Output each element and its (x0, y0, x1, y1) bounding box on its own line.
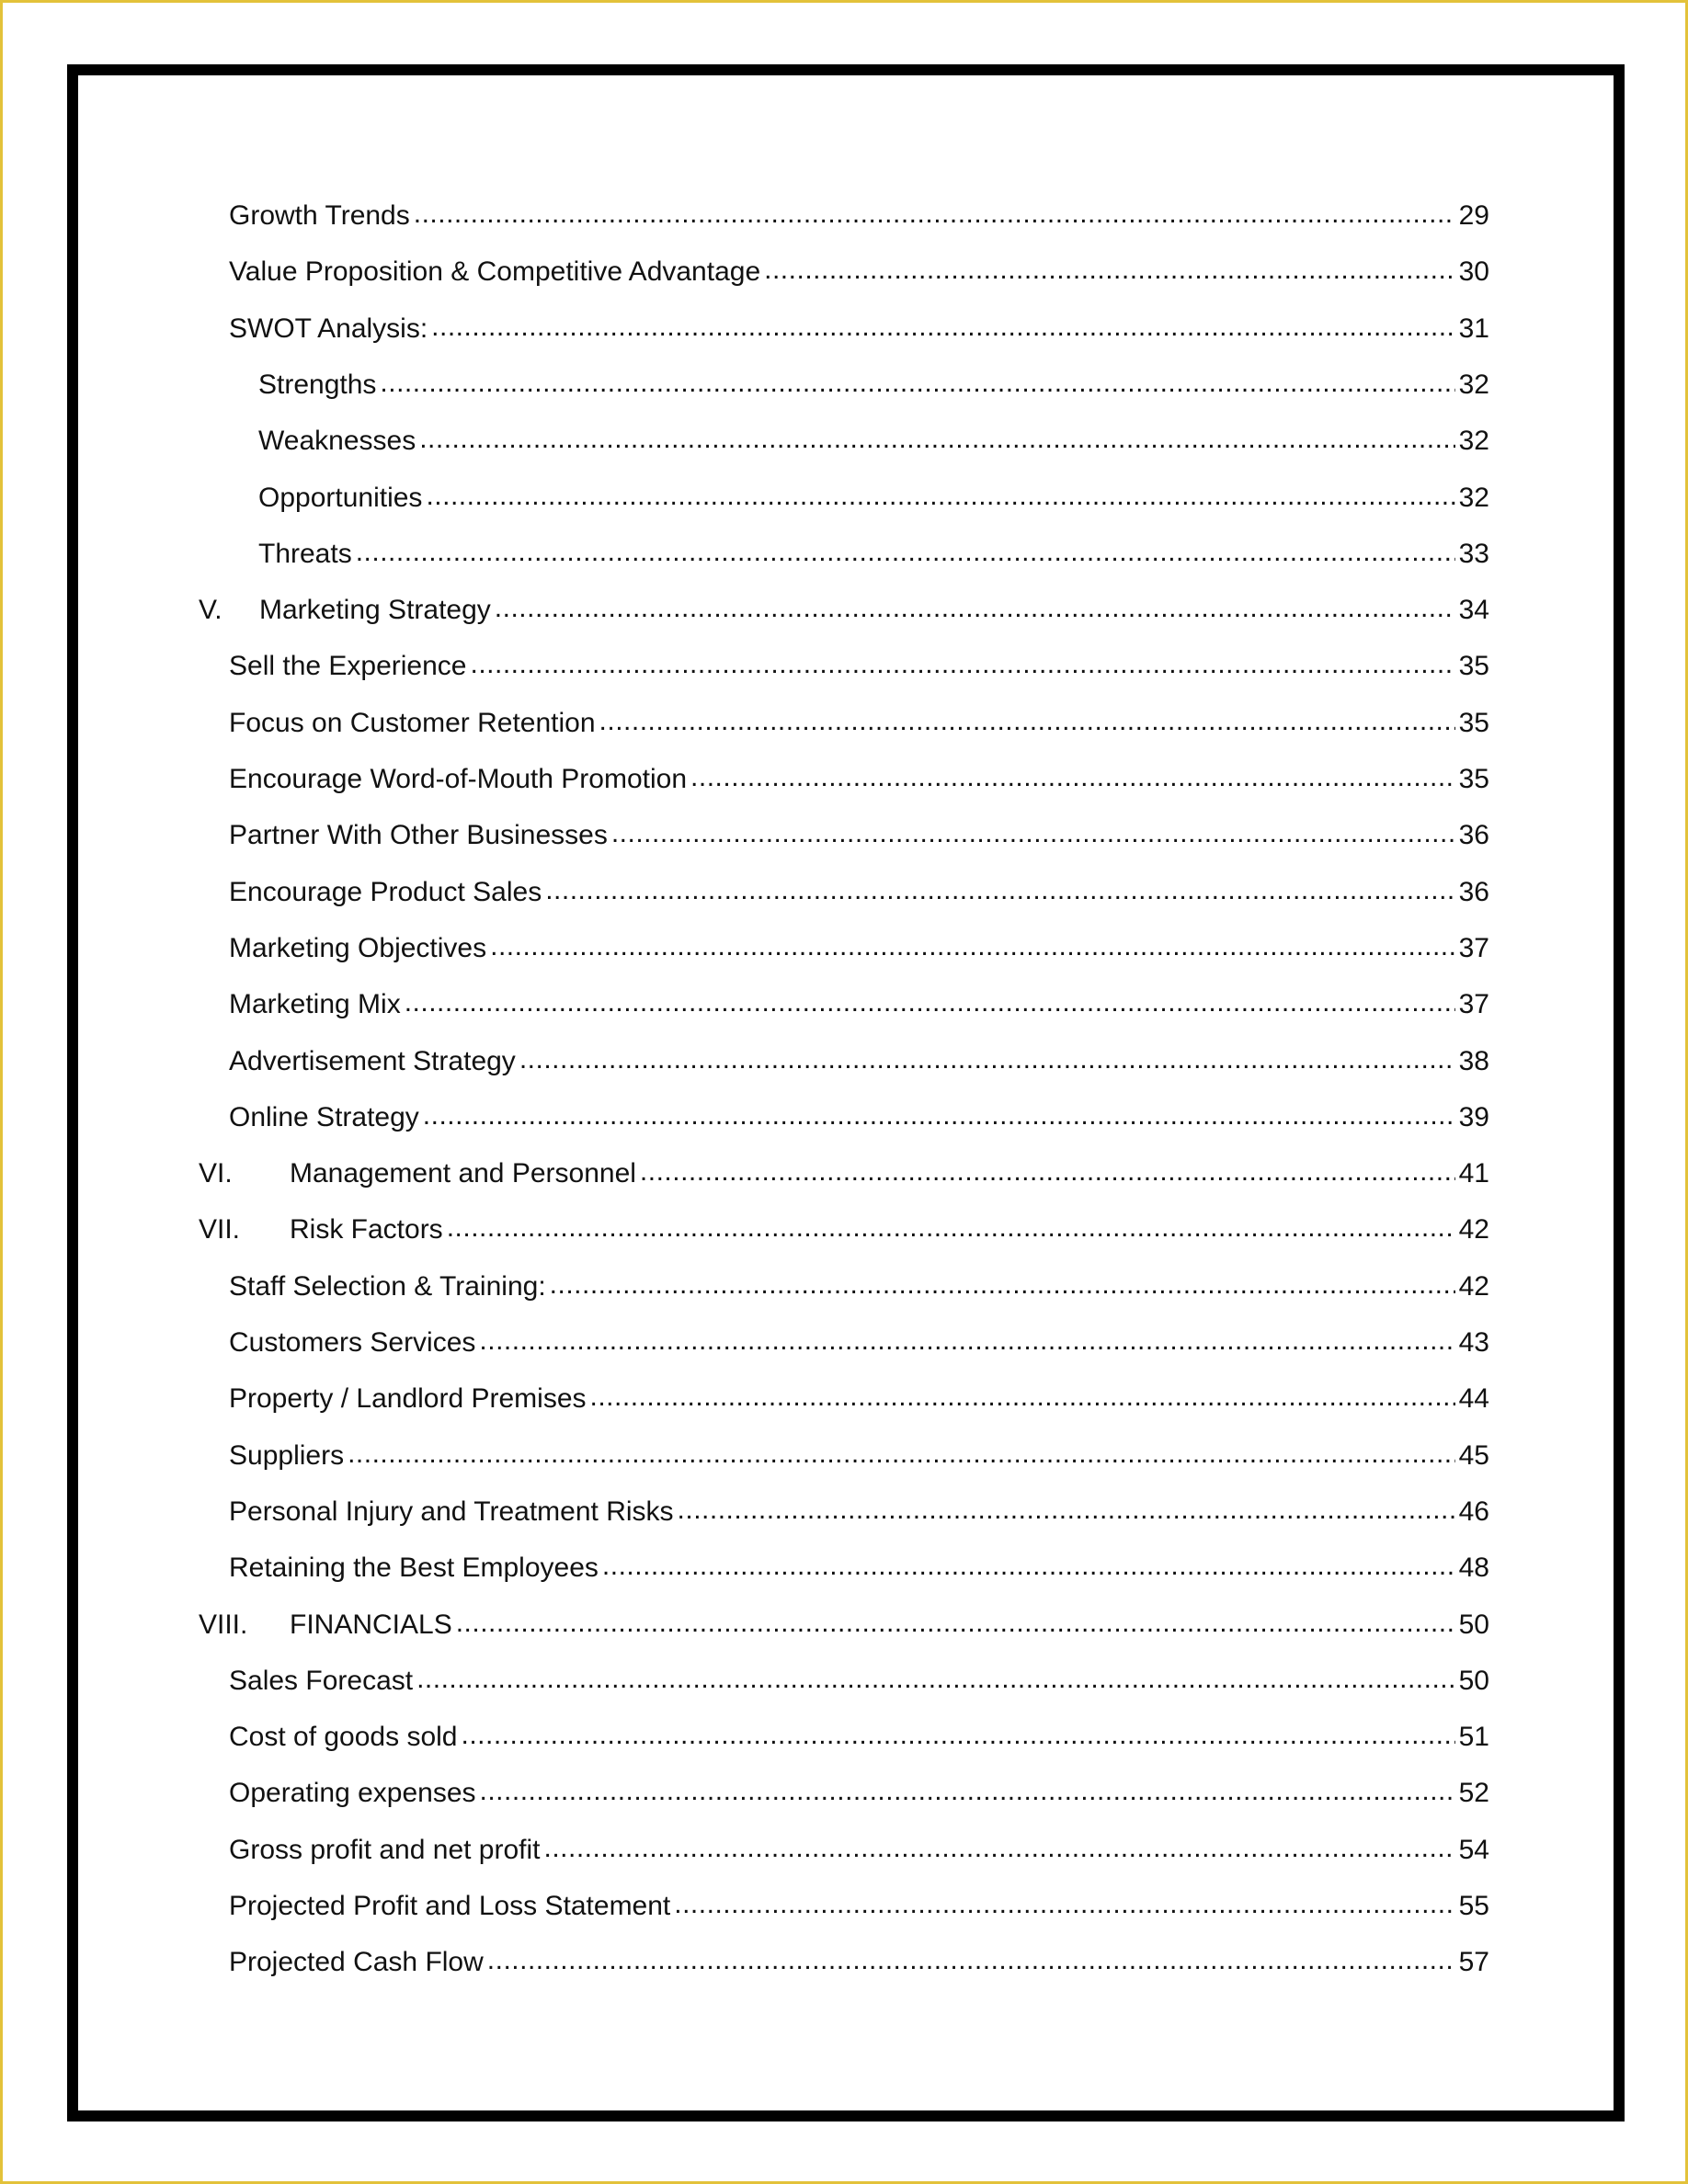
toc-entry-page: 37 (1458, 989, 1489, 1020)
toc-entry[interactable] (199, 589, 1489, 631)
toc-dot-leader (519, 1039, 1455, 1081)
toc-entry-label: Marketing Strategy (259, 595, 491, 626)
toc-dot-leader (419, 418, 1454, 461)
toc-entry-page: 50 (1458, 1665, 1489, 1696)
toc-entry-page: 30 (1458, 256, 1489, 288)
toc-entry[interactable] (229, 814, 1489, 857)
toc-entry-number: VI. (199, 1158, 233, 1189)
toc-dot-leader (348, 1433, 1455, 1475)
toc-entry-label: Sales Forecast (229, 1665, 414, 1696)
toc-dot-leader (479, 1320, 1454, 1362)
toc-entry-page: 51 (1458, 1722, 1489, 1753)
toc-entry[interactable] (229, 308, 1489, 350)
toc-entry-page: 36 (1458, 820, 1489, 851)
toc-entry-page: 46 (1458, 1496, 1489, 1527)
toc-entry-label: Strengths (258, 369, 377, 400)
toc-entry-label: Marketing Objectives (229, 932, 487, 963)
toc-entry-page: 43 (1458, 1327, 1489, 1358)
toc-entry[interactable] (199, 1604, 1489, 1646)
toc-dot-leader (690, 756, 1455, 799)
toc-entry-label: Personal Injury and Treatment Risks (229, 1496, 674, 1527)
toc-dot-leader (764, 249, 1454, 291)
toc-entry-label: Risk Factors (290, 1214, 443, 1246)
toc-dot-leader (456, 1602, 1455, 1644)
toc-entry-number: V. (199, 595, 222, 626)
toc-entry-page: 41 (1458, 1158, 1489, 1189)
toc-entry-page: 29 (1458, 200, 1489, 231)
toc-entry[interactable] (199, 1209, 1489, 1251)
toc-entry[interactable] (229, 1829, 1489, 1871)
toc-entry-label: Value Proposition & Competitive Advantage (229, 256, 761, 288)
toc-entry[interactable] (229, 1547, 1489, 1589)
toc-entry-page: 35 (1458, 651, 1489, 682)
toc-entry-label: Opportunities (258, 482, 423, 513)
toc-entry-label: Projected Profit and Loss Statement (229, 1891, 671, 1921)
toc-entry-page: 33 (1458, 538, 1489, 569)
toc-entry-page: 35 (1458, 764, 1489, 794)
toc-entry[interactable] (229, 1378, 1489, 1420)
toc-entry[interactable] (229, 927, 1489, 970)
toc-entry[interactable] (258, 477, 1489, 519)
toc-entry-page: 34 (1458, 595, 1489, 626)
toc-entry-label: Focus on Customer Retention (229, 707, 596, 738)
toc-dot-leader (545, 870, 1454, 912)
toc-dot-leader (447, 1207, 1455, 1249)
toc-dot-leader (674, 1883, 1454, 1926)
toc-entry-page: 32 (1458, 482, 1489, 513)
toc-dot-leader (414, 193, 1455, 235)
toc-entry-label: Growth Trends (229, 200, 410, 231)
toc-dot-leader (495, 587, 1455, 630)
toc-dot-leader (487, 1939, 1455, 1982)
toc-dot-leader (426, 475, 1454, 518)
toc-entry[interactable] (229, 1716, 1489, 1758)
toc-entry[interactable] (229, 645, 1489, 688)
toc-entry-page: 31 (1458, 313, 1489, 344)
toc-dot-leader (356, 531, 1455, 574)
toc-dot-leader (611, 813, 1455, 855)
toc-entry-label: Weaknesses (258, 426, 416, 457)
toc-entry[interactable] (229, 984, 1489, 1026)
toc-dot-leader (416, 1658, 1455, 1701)
toc-entry-label: Suppliers (229, 1439, 345, 1471)
toc-entry-label: Marketing Mix (229, 989, 401, 1020)
toc-dot-leader (602, 1545, 1455, 1587)
toc-entry[interactable] (229, 758, 1489, 801)
toc-entry[interactable] (258, 420, 1489, 462)
toc-dot-leader (678, 1489, 1455, 1531)
toc-entry-label: Retaining the Best Employees (229, 1553, 599, 1584)
toc-entry[interactable] (229, 1041, 1489, 1083)
toc-entry-page: 35 (1458, 707, 1489, 738)
toc-dot-leader (599, 700, 1455, 743)
toc-entry-label: Staff Selection & Training: (229, 1270, 546, 1302)
toc-entry-page: 54 (1458, 1834, 1489, 1865)
toc-entry-page: 50 (1458, 1609, 1489, 1640)
toc-entry-page: 45 (1458, 1439, 1489, 1471)
toc-dot-leader (423, 1095, 1455, 1137)
toc-entry-page: 38 (1458, 1045, 1489, 1076)
toc-entry[interactable] (229, 195, 1489, 237)
toc-entry-page: 37 (1458, 932, 1489, 963)
toc-entry-label: Encourage Word-of-Mouth Promotion (229, 764, 688, 794)
toc-entry-page: 55 (1458, 1891, 1489, 1921)
toc-entry[interactable] (229, 1491, 1489, 1533)
toc-entry-label: FINANCIALS (290, 1609, 452, 1640)
toc-dot-leader (461, 1714, 1454, 1757)
toc-entry-label: Sell the Experience (229, 651, 467, 682)
toc-entry[interactable] (229, 1266, 1489, 1308)
toc-entry-label: Online Strategy (229, 1101, 419, 1132)
toc-entry-number: VIII. (199, 1609, 248, 1640)
toc-entry-page: 52 (1458, 1778, 1489, 1809)
toc-entry[interactable] (229, 1885, 1489, 1928)
toc-entry[interactable] (199, 1153, 1489, 1195)
toc-entry-label: Projected Cash Flow (229, 1947, 484, 1978)
toc-entry-page: 42 (1458, 1214, 1489, 1246)
toc-dot-leader (431, 306, 1454, 348)
toc-entry-label: Partner With Other Businesses (229, 820, 608, 851)
toc-entry[interactable] (258, 364, 1489, 406)
toc-entry-label: Customers Services (229, 1327, 476, 1358)
toc-entry-page: 44 (1458, 1383, 1489, 1415)
toc-dot-leader (480, 1770, 1455, 1813)
toc-entry[interactable] (229, 871, 1489, 914)
toc-entry-page: 42 (1458, 1270, 1489, 1302)
toc-entry-number: VII. (199, 1214, 241, 1246)
toc-entry-label: Encourage Product Sales (229, 876, 542, 907)
toc-dot-leader (380, 362, 1454, 404)
toc-entry[interactable] (229, 1772, 1489, 1814)
toc-entry-page: 48 (1458, 1553, 1489, 1584)
toc-entry[interactable] (229, 1322, 1489, 1364)
toc-dot-leader (550, 1264, 1455, 1306)
toc-entry-page: 57 (1458, 1947, 1489, 1978)
toc-entry-label: Cost of goods sold (229, 1722, 458, 1753)
toc-entry[interactable] (258, 533, 1489, 575)
toc-entry[interactable] (229, 1097, 1489, 1139)
toc-entry-label: Gross profit and net profit (229, 1834, 541, 1865)
toc-dot-leader (471, 643, 1455, 686)
toc-entry-label: SWOT Analysis: (229, 313, 428, 344)
toc-entry[interactable] (229, 702, 1489, 745)
toc-dot-leader (490, 926, 1455, 968)
toc-entry[interactable] (229, 1941, 1489, 1984)
toc-entry-label: Management and Personnel (290, 1158, 636, 1189)
toc-entry-page: 39 (1458, 1101, 1489, 1132)
toc-dot-leader (590, 1376, 1455, 1418)
toc-dot-leader (640, 1151, 1455, 1193)
toc-entry-label: Threats (258, 538, 352, 569)
toc-entry-label: Advertisement Strategy (229, 1045, 516, 1076)
toc-entry-page: 36 (1458, 876, 1489, 907)
toc-entry-page: 32 (1458, 369, 1489, 400)
toc-dot-leader (405, 982, 1455, 1024)
toc-entry[interactable] (229, 251, 1489, 293)
toc-entry[interactable] (229, 1660, 1489, 1702)
toc-entry[interactable] (229, 1435, 1489, 1477)
toc-entry-page: 32 (1458, 426, 1489, 457)
toc-entry-label: Property / Landlord Premises (229, 1383, 587, 1415)
toc-dot-leader (544, 1827, 1455, 1870)
toc-entry-label: Operating expenses (229, 1778, 476, 1809)
